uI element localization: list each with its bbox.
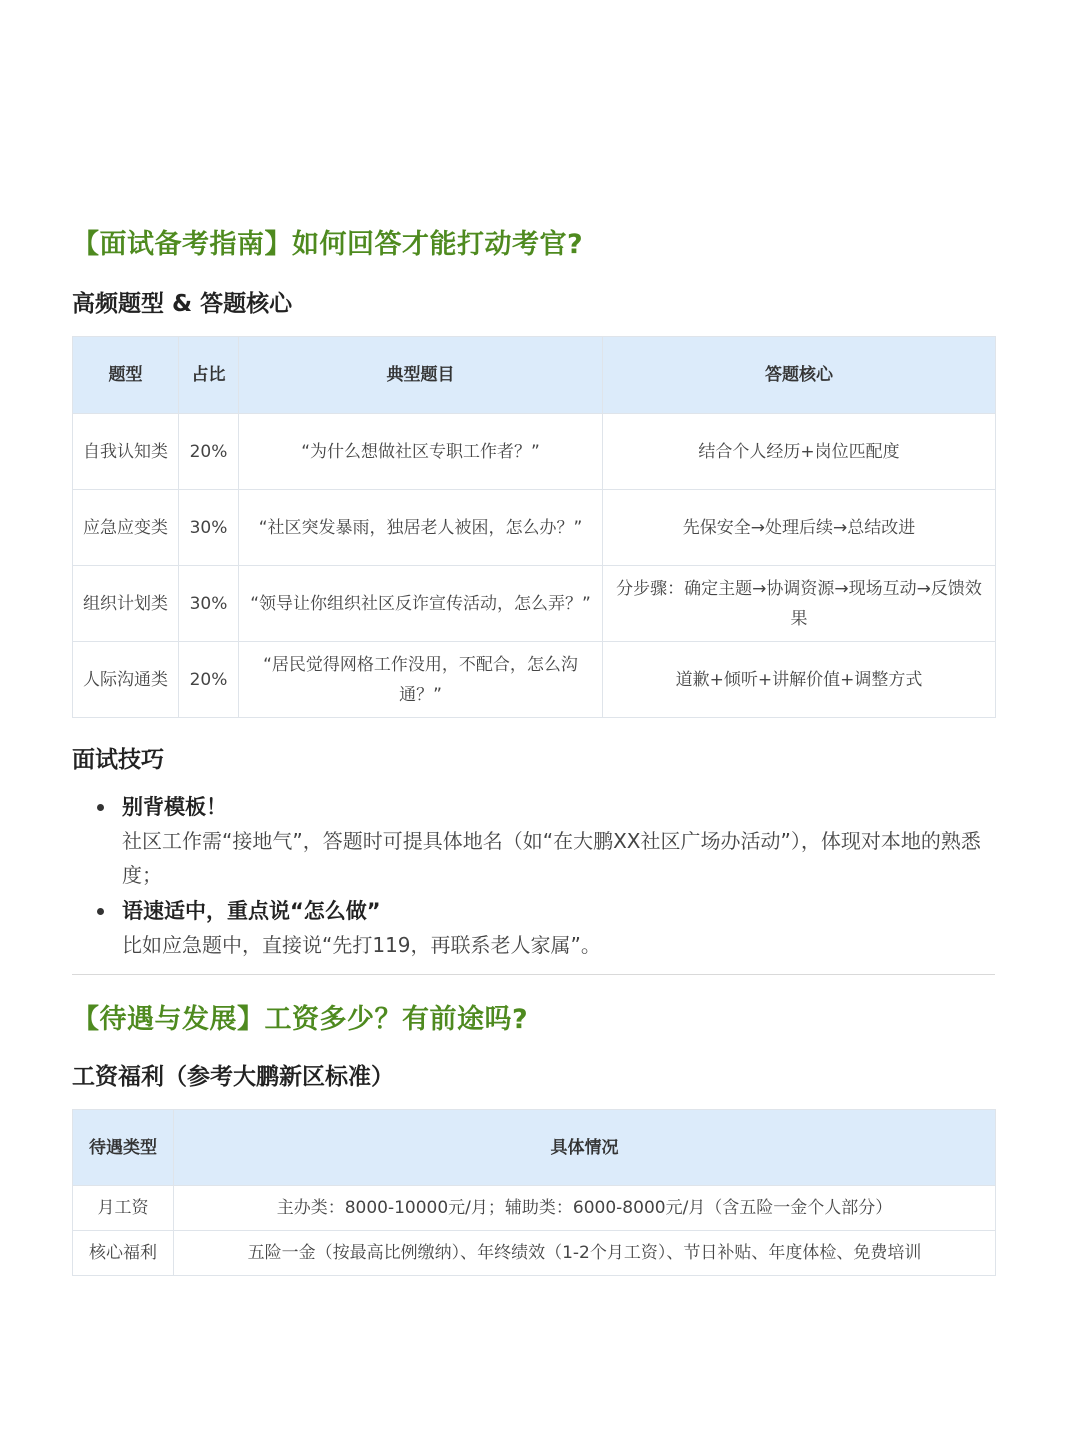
header-answer-core: 答题核心 — [603, 337, 996, 414]
subtitle-question-types: 高频题型 & 答题核心 — [72, 291, 293, 317]
subtitle-salary-benefits: 工资福利（参考大鹏新区标准） — [72, 1064, 394, 1090]
table-header-row — [73, 337, 996, 414]
list-item — [72, 894, 995, 962]
cell-ratio: 30% — [179, 490, 239, 566]
cell-question: “社区突发暴雨，独居老人被困，怎么办？” — [239, 490, 603, 566]
cell-ratio: 30% — [179, 566, 239, 642]
tip-body: 比如应急题中，直接说“先打119，再联系老人家属”。 — [122, 933, 601, 957]
cell-benefit-type: 月工资 — [73, 1186, 174, 1231]
table-row — [73, 1186, 996, 1231]
cell-type: 人际沟通类 — [73, 642, 179, 718]
cell-type: 组织计划类 — [73, 566, 179, 642]
cell-core: 先保安全→处理后续→总结改进 — [603, 490, 996, 566]
table-row — [73, 490, 996, 566]
header-details: 具体情况 — [174, 1110, 996, 1186]
header-typical-question: 典型题目 — [239, 337, 603, 414]
cell-type: 应急应变类 — [73, 490, 179, 566]
cell-question: “领导让你组织社区反诈宣传活动，怎么弄？” — [239, 566, 603, 642]
cell-details: 五险一金（按最高比例缴纳）、年终绩效（1-2个月工资）、节日补贴、年度体检、免费培训 — [174, 1231, 996, 1276]
cell-ratio: 20% — [179, 642, 239, 718]
cell-core: 道歉+倾听+讲解价值+调整方式 — [603, 642, 996, 718]
bullet-icon — [97, 908, 104, 915]
document-page — [72, 222, 995, 1276]
section-divider — [72, 974, 995, 975]
list-item — [72, 790, 995, 892]
tip-body: 社区工作需“接地气”，答题时可提具体地名（如“在大鹏XX社区广场办活动”），体现对本地的熟悉度； — [122, 829, 981, 887]
bullet-icon — [97, 804, 104, 811]
salary-table — [72, 1109, 996, 1276]
tip-heading: 语速适中，重点说“怎么做” — [122, 899, 381, 923]
cell-question: “居民觉得网格工作没用，不配合，怎么沟通？” — [239, 642, 603, 718]
table-header-row — [73, 1110, 996, 1186]
cell-ratio: 20% — [179, 414, 239, 490]
bottom-whitespace — [0, 1283, 1080, 1440]
table-row — [73, 414, 996, 490]
question-types-table — [72, 336, 996, 718]
cell-core: 分步骤：确定主题→协调资源→现场互动→反馈效果 — [603, 566, 996, 642]
header-type: 题型 — [73, 337, 179, 414]
tips-list — [72, 790, 995, 962]
cell-details: 主办类：8000-10000元/月；辅助类：6000-8000元/月（含五险一金个人部分） — [174, 1186, 996, 1231]
cell-type: 自我认知类 — [73, 414, 179, 490]
section-title-interview: 【面试备考指南】如何回答才能打动考官? — [72, 229, 584, 260]
cell-benefit-type: 核心福利 — [73, 1231, 174, 1276]
header-ratio: 占比 — [179, 337, 239, 414]
table-row — [73, 1231, 996, 1276]
header-benefit-type: 待遇类型 — [73, 1110, 174, 1186]
cell-question: “为什么想做社区专职工作者？” — [239, 414, 603, 490]
table-row — [73, 642, 996, 718]
section-title-benefits: 【待遇与发展】工资多少？有前途吗? — [72, 1004, 529, 1035]
table-row — [73, 566, 996, 642]
subtitle-interview-tips: 面试技巧 — [72, 747, 164, 773]
tip-heading: 别背模板！ — [122, 795, 227, 819]
cell-core: 结合个人经历+岗位匹配度 — [603, 414, 996, 490]
